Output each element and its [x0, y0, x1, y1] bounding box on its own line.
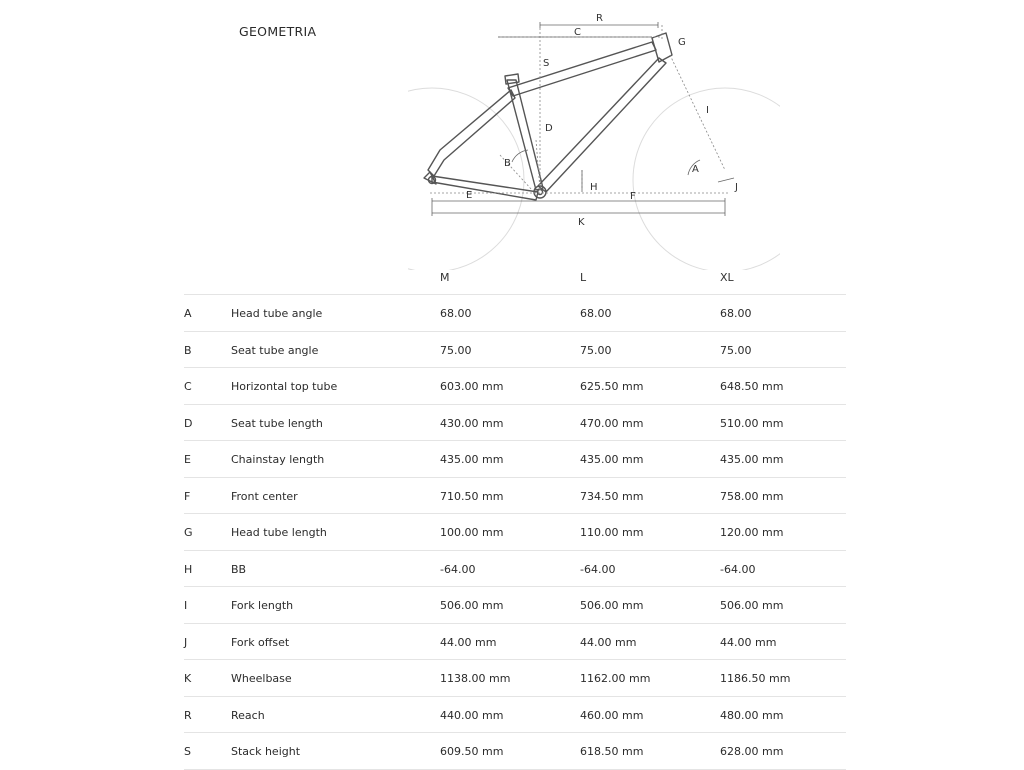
value-l: -64.00	[580, 562, 616, 576]
value-l: 44.00 mm	[580, 635, 637, 649]
size-header-m: M	[440, 271, 450, 284]
value-l: 470.00 mm	[580, 416, 644, 430]
table-header	[184, 263, 846, 295]
rear-wheel	[400, 88, 524, 270]
value-l: 625.50 mm	[580, 380, 644, 393]
row-name: Head tube angle	[231, 307, 323, 320]
row-code: J	[184, 635, 188, 649]
row-code: S	[184, 745, 191, 758]
row-name: Head tube length	[231, 526, 327, 539]
value-xl: 120.00 mm	[720, 526, 784, 539]
value-xl: 1186.50 mm	[720, 672, 791, 685]
label-C: C	[574, 27, 581, 38]
table-row	[184, 478, 846, 515]
label-A: A	[692, 164, 699, 175]
table-row	[184, 697, 846, 734]
row-name: Seat tube length	[231, 416, 323, 430]
row-code: I	[184, 599, 188, 612]
row-code: R	[184, 708, 192, 722]
value-m: -64.00	[440, 562, 476, 576]
table-row	[184, 514, 846, 551]
value-l: 1162.00 mm	[580, 672, 651, 685]
label-J: J	[735, 182, 738, 193]
value-m: 435.00 mm	[440, 453, 504, 466]
geometry-table	[184, 263, 846, 770]
value-xl: -64.00	[720, 562, 756, 576]
value-l: 75.00	[580, 343, 612, 357]
row-name: BB	[231, 562, 247, 576]
value-xl: 758.00 mm	[720, 489, 784, 503]
row-name: Seat tube angle	[231, 343, 319, 357]
table-row	[184, 624, 846, 661]
value-m: 430.00 mm	[440, 416, 504, 430]
value-l: 506.00 mm	[580, 599, 644, 612]
value-m: 603.00 mm	[440, 380, 504, 393]
table-row	[184, 587, 846, 624]
value-m: 506.00 mm	[440, 599, 504, 612]
value-m: 68.00	[440, 307, 472, 320]
value-l: 435.00 mm	[580, 453, 644, 466]
size-header-xl: XL	[720, 271, 734, 284]
table-row	[184, 441, 846, 478]
label-K: K	[578, 217, 585, 228]
value-xl: 435.00 mm	[720, 453, 784, 466]
label-E: E	[466, 190, 473, 201]
row-code: E	[184, 453, 191, 466]
value-xl: 75.00	[720, 343, 752, 357]
table-row	[184, 660, 846, 697]
value-m: 440.00 mm	[440, 708, 504, 722]
value-m: 44.00 mm	[440, 635, 497, 649]
value-xl: 68.00	[720, 307, 752, 320]
label-B: B	[504, 158, 511, 169]
page-title: GEOMETRIA	[239, 24, 317, 39]
value-m: 75.00	[440, 343, 472, 357]
value-xl: 648.50 mm	[720, 380, 784, 393]
row-code: F	[184, 489, 191, 503]
label-H: H	[590, 182, 598, 193]
value-l: 734.50 mm	[580, 489, 644, 503]
value-xl: 506.00 mm	[720, 599, 784, 612]
value-xl: 44.00 mm	[720, 635, 777, 649]
label-F: F	[630, 191, 636, 202]
label-D: D	[545, 123, 553, 134]
row-name: Stack height	[231, 745, 301, 758]
value-m: 100.00 mm	[440, 526, 504, 539]
row-name: Wheelbase	[231, 672, 292, 685]
row-code: B	[184, 343, 192, 357]
table-row	[184, 295, 846, 332]
value-xl: 510.00 mm	[720, 416, 784, 430]
row-name: Front center	[231, 489, 298, 503]
value-l: 110.00 mm	[580, 526, 644, 539]
row-name: Fork length	[231, 599, 294, 612]
value-xl: 480.00 mm	[720, 708, 784, 722]
row-name: Chainstay length	[231, 453, 325, 466]
label-I: I	[706, 105, 709, 116]
value-xl: 628.00 mm	[720, 745, 784, 758]
label-R: R	[596, 13, 603, 24]
row-code: H	[184, 562, 193, 576]
row-code: G	[184, 526, 193, 539]
table-row	[184, 405, 846, 442]
label-S: S	[543, 58, 550, 69]
value-l: 68.00	[580, 307, 612, 320]
value-m: 609.50 mm	[440, 745, 504, 758]
row-code: C	[184, 380, 192, 393]
measurement-lines	[430, 25, 730, 193]
label-G: G	[678, 37, 686, 48]
row-name: Reach	[231, 708, 265, 722]
value-m: 1138.00 mm	[440, 672, 511, 685]
table-row	[184, 332, 846, 369]
table-row	[184, 368, 846, 405]
row-code: D	[184, 416, 193, 430]
value-l: 618.50 mm	[580, 745, 644, 758]
table-row	[184, 733, 846, 770]
row-code: K	[184, 672, 192, 685]
size-header-l: L	[580, 271, 587, 284]
value-m: 710.50 mm	[440, 489, 504, 503]
row-name: Fork offset	[231, 635, 290, 649]
value-l: 460.00 mm	[580, 708, 644, 722]
bike-geometry-diagram	[400, 0, 780, 270]
table-row	[184, 551, 846, 588]
row-name: Horizontal top tube	[231, 380, 338, 393]
row-code: A	[184, 307, 192, 320]
